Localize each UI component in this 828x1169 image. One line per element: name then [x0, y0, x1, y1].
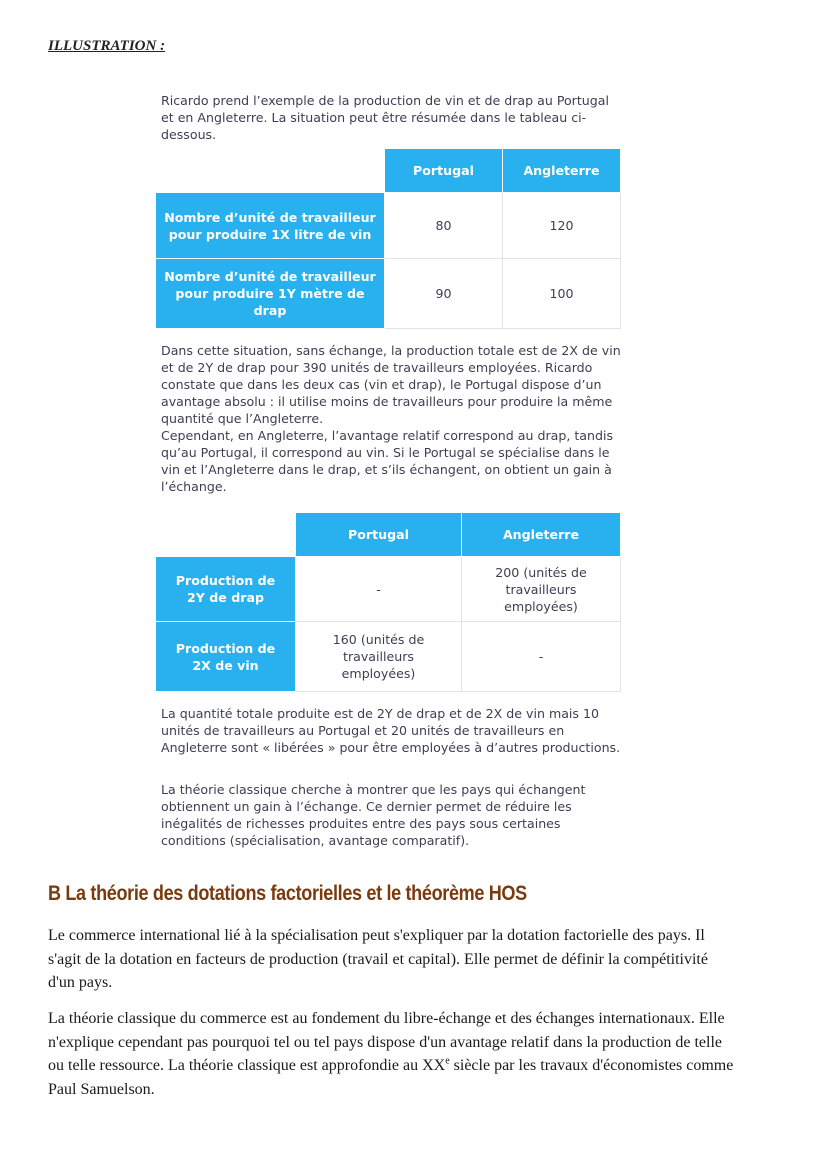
table-cell: 100 [503, 259, 621, 329]
table-row [156, 557, 621, 622]
table-header-row [156, 513, 621, 557]
table-corner [156, 149, 385, 193]
analysis-text [161, 342, 623, 495]
intro-text: Ricardo prend l’exemple de la production de vin et de drap au Portugal et en Angleterre. La situation peut être résumée dans le tableau ci-dessous. [161, 93, 609, 142]
table-header-row [156, 149, 621, 193]
body-paragraph-1: Le commerce international lié à la spécialisation peut s'expliquer par la dotation factorielle des pays. Il s'agit de la dotation en facteurs de production (travail et capital). Elle permet de définir la compétitivité d'un pays. [48, 927, 708, 991]
table-cell: - [296, 557, 462, 622]
table-row [156, 193, 621, 259]
row-header: Nombre d’unité de travailleur pour produire 1X litre de vin [156, 193, 385, 259]
row-header: Nombre d’unité de travailleur pour produire 1Y mètre de drap [156, 259, 385, 329]
column-header-portugal: Portugal [385, 149, 503, 193]
labor-units-table [155, 148, 621, 329]
table-cell: 200 (unités de travailleurs employées) [462, 557, 621, 622]
table-row [156, 259, 621, 329]
table-corner [156, 513, 296, 557]
table-cell: 160 (unités de travailleurs employées) [296, 622, 462, 692]
body-paragraph-2-end: siècle par les travaux d'économistes comme Paul Samuelson. [48, 1057, 734, 1098]
analysis-paragraph-2: Cependant, en Angleterre, l’avantage relatif correspond au drap, tandis qu’au Portugal, il correspond au vin. Si le Portugal se spécialise dans le vin et l’Angleterre dans le drap, et s’ils échangent, on obtient un gain à l’échange. [161, 428, 614, 494]
column-header-portugal: Portugal [296, 513, 462, 557]
table-cell: 120 [503, 193, 621, 259]
column-header-angleterre: Angleterre [503, 149, 621, 193]
century-superscript: e [445, 1055, 450, 1067]
row-header: Production de 2X de vin [156, 622, 296, 692]
body-paragraph-2 [48, 1007, 738, 1101]
table-cell: 80 [385, 193, 503, 259]
conclusion-text: La théorie classique cherche à montrer que les pays qui échangent obtiennent un gain à l’échange. Ce dernier permet de réduire les inégalités de richesses produites entre des pays sous certaines conditions (spécialisation, avantage comparatif). [161, 782, 586, 848]
analysis-paragraph-1: Dans cette situation, sans échange, la production totale est de 2X de vin et de 2Y de drap pour 390 unités de travailleurs employées. Ricardo constate que dans les deux cas (vin et drap), le Portugal dispose d’un avantage absolu : il utilise moins de travailleurs pour produire la même quantité que l’Angleterre. [161, 343, 621, 426]
column-header-angleterre: Angleterre [462, 513, 621, 557]
table-cell: 90 [385, 259, 503, 329]
body-paragraph-2-main: La théorie classique du commerce est au fondement du libre-échange et des échanges internationaux. Elle n'explique cependant pas pourquoi tel ou tel pays dispose d'un avantage relatif dans la production de telle ou telle ressource. La théorie classique est approfondie au XX [48, 1010, 725, 1074]
row-header: Production de 2Y de drap [156, 557, 296, 622]
result-text: La quantité totale produite est de 2Y de drap et de 2X de vin mais 10 unités de travailleurs au Portugal et 20 unités de travailleurs en Angleterre sont « libérées » pour être employées à d’autres productions. [161, 706, 621, 755]
table-row [156, 622, 621, 692]
section-title: B La théorie des dotations factorielles et le théorème HOS [48, 882, 527, 905]
illustration-heading: ILLUSTRATION : [48, 38, 166, 54]
specialization-table [155, 512, 621, 692]
table-cell: - [462, 622, 621, 692]
